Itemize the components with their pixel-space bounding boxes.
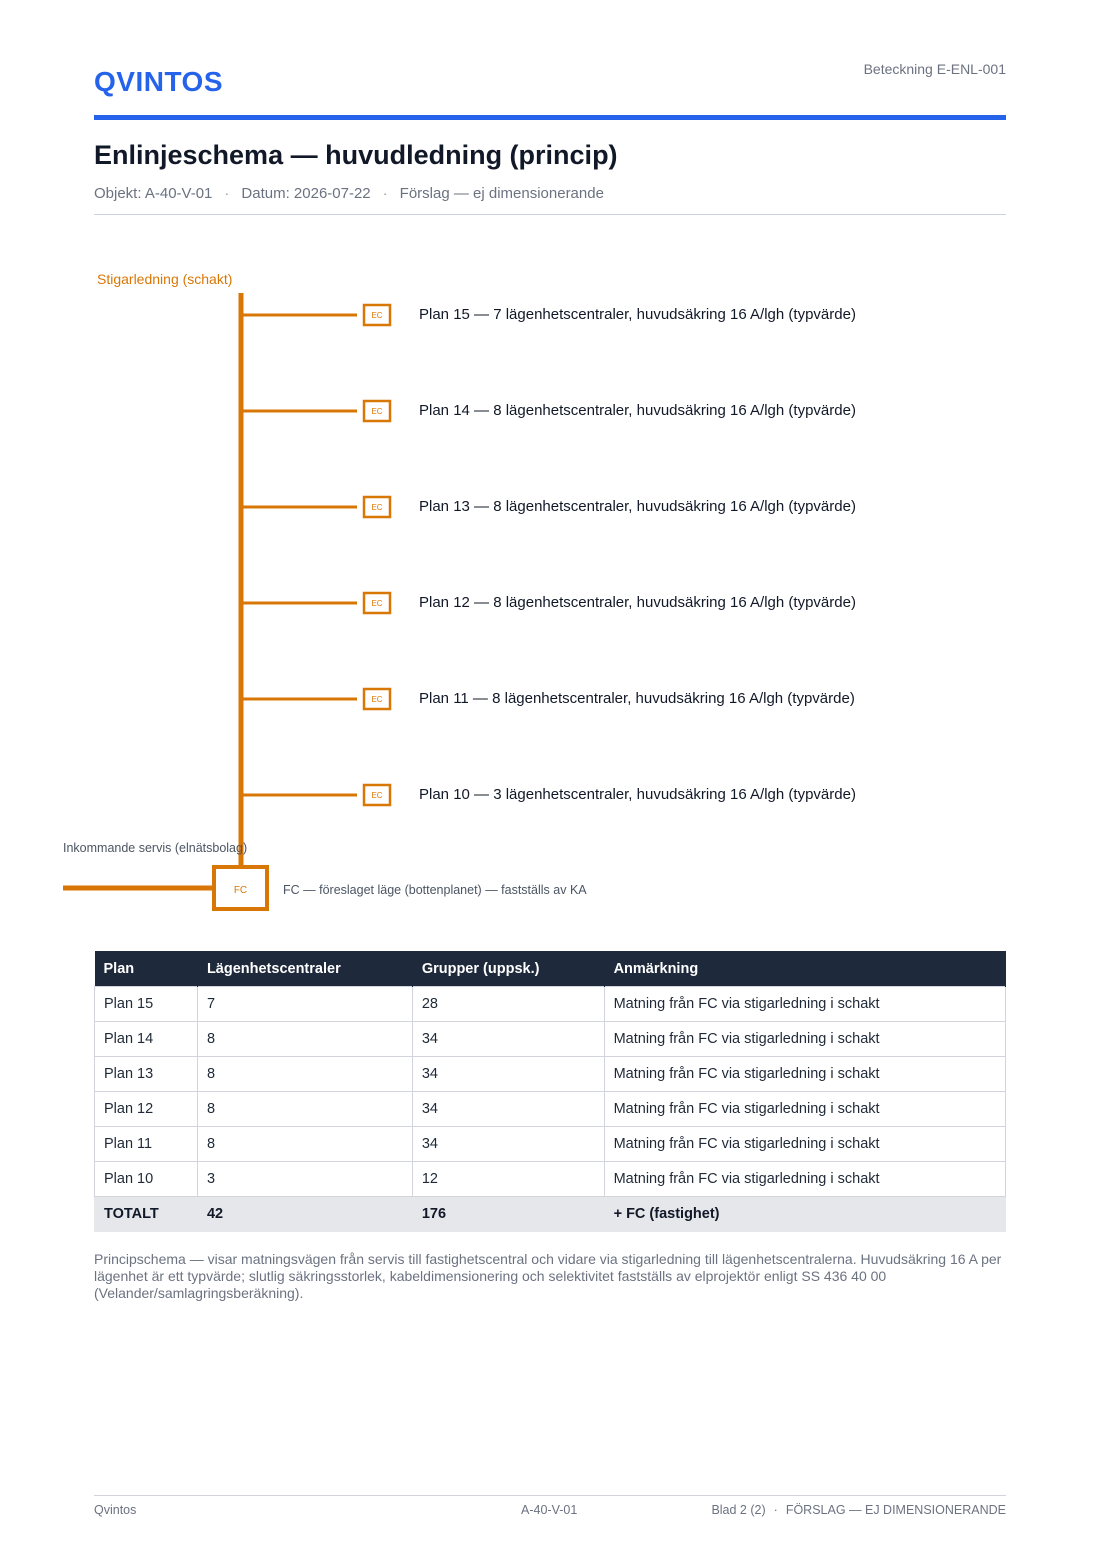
table-row [95,1127,1006,1162]
table-cell: Matning från FC via stigarledning i schakt [604,987,1005,1022]
table-cell: 8 [197,1022,412,1057]
floor-label: Plan 14 — 8 lägenhetscentraler, huvudsäkring 16 A/lgh (typvärde) [419,402,856,419]
document-meta [94,185,604,202]
table-cell: 34 [412,1057,604,1092]
footer-status: FÖRSLAG — EJ DIMENSIONERANDE [785,1503,1006,1517]
fc-box-label: FC [233,885,248,896]
ec-box-label: EC [371,695,383,704]
table-cell: Plan 15 [95,987,198,1022]
total-cell: + FC (fastighet) [604,1197,1005,1232]
ec-box-label: EC [371,599,383,608]
footer-company: Qvintos [94,1503,137,1517]
total-cell: 42 [197,1197,412,1232]
separator-dot: · [224,185,230,202]
document-designation: Beteckning E-ENL-001 [863,61,1006,77]
table-cell: 12 [412,1162,604,1197]
table-row [95,1057,1006,1092]
table-cell: 3 [197,1162,412,1197]
fc-note: FC — föreslaget läge (bottenplanet) — fastställs av KA [283,883,587,897]
footer-rule [94,1495,1006,1496]
footer-sheet: Blad 2 (2) [711,1503,766,1517]
floor-label: Plan 12 — 8 lägenhetscentraler, huvudsäkring 16 A/lgh (typvärde) [419,594,856,611]
table-row [95,1162,1006,1197]
floor-branch [241,593,390,613]
table-cell: 8 [197,1127,412,1162]
separator-dot: · [773,1503,778,1517]
page-title: Enlinjeschema — huvudledning (princip) [94,140,618,170]
column-header: Plan [95,951,198,987]
table-cell: 28 [412,987,604,1022]
total-cell: 176 [412,1197,604,1232]
service-label: Inkommande servis (elnätsbolag) [63,841,248,855]
riser-label: Stigarledning (schakt) [97,271,233,287]
table-cell: Matning från FC via stigarledning i schakt [604,1092,1005,1127]
floor-label: Plan 11 — 8 lägenhetscentraler, huvudsäkring 16 A/lgh (typvärde) [419,690,855,707]
table-cell: Plan 14 [95,1022,198,1057]
title-rule [94,214,1006,215]
status-label: Förslag — ej dimensionerande [399,185,604,202]
floor-branch [241,305,390,325]
footer-sheet-status [711,1503,1006,1517]
table-row [95,1022,1006,1057]
separator-dot: · [382,185,388,202]
table-cell: 34 [412,1092,604,1127]
table-cell: Plan 10 [95,1162,198,1197]
summary-table [94,951,1006,1232]
single-line-diagram [0,260,1100,930]
table-total-row [95,1197,1006,1232]
floor-branch [241,497,390,517]
object-label: Objekt: A-40-V-01 [94,185,213,202]
column-header: Anmärkning [604,951,1005,987]
floor-branch [241,785,390,805]
table-cell: Matning från FC via stigarledning i schakt [604,1057,1005,1092]
floor-branch [241,401,390,421]
floor-label: Plan 13 — 8 lägenhetscentraler, huvudsäkring 16 A/lgh (typvärde) [419,498,856,515]
column-header: Lägenhetscentraler [197,951,412,987]
table-cell: Matning från FC via stigarledning i schakt [604,1162,1005,1197]
floor-label: Plan 15 — 7 lägenhetscentraler, huvudsäkring 16 A/lgh (typvärde) [419,306,856,323]
table-cell: 34 [412,1127,604,1162]
ec-box-label: EC [371,311,383,320]
date-label: Datum: 2026-07-22 [241,185,371,202]
ec-box-label: EC [371,407,383,416]
total-cell: TOTALT [95,1197,198,1232]
table-cell: 7 [197,987,412,1022]
table-row [95,1092,1006,1127]
table-cell: Plan 12 [95,1092,198,1127]
floor-label: Plan 10 — 3 lägenhetscentraler, huvudsäkring 16 A/lgh (typvärde) [419,786,856,803]
footer-object-id: A-40-V-01 [521,1503,578,1517]
table-cell: 8 [197,1057,412,1092]
ec-box-label: EC [371,791,383,800]
brand-logo: QVINTOS [94,66,224,97]
column-header: Grupper (uppsk.) [412,951,604,987]
footnote: Principschema — visar matningsvägen från servis till fastighetscentral och vidare via stigarledning till lägenhetscentralerna. Huvudsäkring 16 A per lägenhet är ett typvärde; slutlig säkringsstorlek, kabeldimensionering och selektivitet fastställs av elprojektör enligt SS 436 40 00 (Velander/samlagringsberäkning). [94,1251,1002,1301]
table-cell: 8 [197,1092,412,1127]
table-header-row [95,951,1006,987]
table-cell: Matning från FC via stigarledning i schakt [604,1127,1005,1162]
floor-branch [241,689,390,709]
table-cell: Plan 13 [95,1057,198,1092]
table-cell: Plan 11 [95,1127,198,1162]
header-rule [94,115,1006,120]
table-row [95,987,1006,1022]
table-cell: Matning från FC via stigarledning i schakt [604,1022,1005,1057]
ec-box-label: EC [371,503,383,512]
table-cell: 34 [412,1022,604,1057]
